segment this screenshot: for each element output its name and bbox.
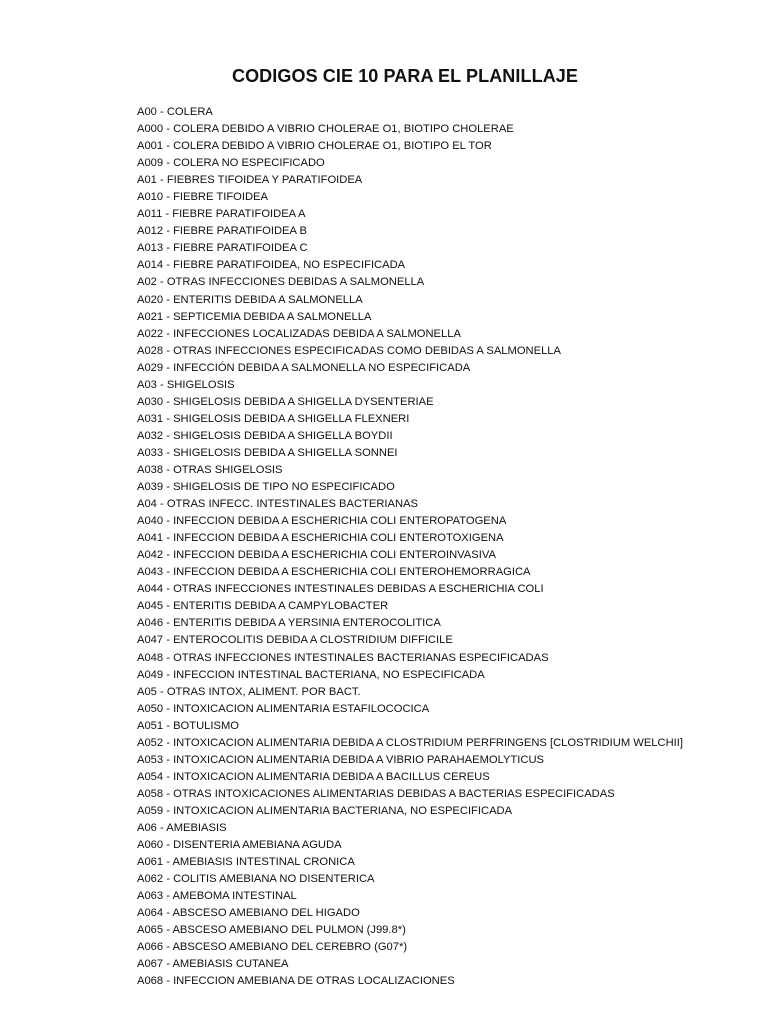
code-entry: A039 - SHIGELOSIS DE TIPO NO ESPECIFICADO — [137, 481, 395, 494]
code-entry: A02 - OTRAS INFECCIONES DEBIDAS A SALMONELLA — [137, 276, 425, 289]
code-entry: A009 - COLERA NO ESPECIFICADO — [137, 157, 325, 170]
code-entry: A030 - SHIGELOSIS DEBIDA A SHIGELLA DYSENTERIAE — [137, 395, 434, 408]
code-entry: A044 - OTRAS INFECCIONES INTESTINALES DEBIDAS A ESCHERICHIA COLI — [137, 583, 544, 596]
code-entry: A058 - OTRAS INTOXICACIONES ALIMENTARIAS DEBIDAS A BACTERIAS ESPECIFICADAS — [137, 787, 615, 800]
code-entry: A048 - OTRAS INFECCIONES INTESTINALES BACTERIANAS ESPECIFICADAS — [137, 651, 549, 664]
code-entry: A053 - INTOXICACION ALIMENTARIA DEBIDA A VIBRIO PARAHAEMOLYTICUS — [137, 753, 544, 766]
code-entry: A054 - INTOXICACION ALIMENTARIA DEBIDA A BACILLUS CEREUS — [137, 770, 490, 783]
code-entry: A064 - ABSCESO AMEBIANO DEL HIGADO — [137, 907, 360, 920]
code-entry: A020 - ENTERITIS DEBIDA A SALMONELLA — [137, 293, 363, 306]
code-entry: A011 - FIEBRE PARATIFOIDEA A — [137, 208, 306, 221]
code-entry: A050 - INTOXICACION ALIMENTARIA ESTAFILOCOCICA — [137, 702, 430, 715]
code-entry: A000 - COLERA DEBIDO A VIBRIO CHOLERAE O1, BIOTIPO CHOLERAE — [137, 123, 514, 136]
code-entry: A042 - INFECCION DEBIDA A ESCHERICHIA COLI ENTEROINVASIVA — [137, 549, 496, 562]
code-entry: A01 - FIEBRES TIFOIDEA Y PARATIFOIDEA — [137, 174, 363, 187]
code-entry: A061 - AMEBIASIS INTESTINAL CRONICA — [137, 856, 355, 869]
code-entry: A013 - FIEBRE PARATIFOIDEA C — [137, 242, 308, 255]
code-entry: A043 - INFECCION DEBIDA A ESCHERICHIA COLI ENTEROHEMORRAGICA — [137, 566, 531, 579]
code-entry: A05 - OTRAS INTOX, ALIMENT. POR BACT. — [137, 685, 361, 698]
code-entry: A038 - OTRAS SHIGELOSIS — [137, 463, 283, 476]
code-entry: A021 - SEPTICEMIA DEBIDA A SALMONELLA — [137, 310, 372, 323]
code-entry: A063 - AMEBOMA INTESTINAL — [137, 890, 297, 903]
code-entry: A045 - ENTERITIS DEBIDA A CAMPYLOBACTER — [137, 600, 389, 613]
code-entry: A032 - SHIGELOSIS DEBIDA A SHIGELLA BOYDII — [137, 429, 393, 442]
code-entry: A060 - DISENTERIA AMEBIANA AGUDA — [137, 839, 342, 852]
code-entry: A033 - SHIGELOSIS DEBIDA A SHIGELLA SONNEI — [137, 446, 398, 459]
code-entry: A068 - INFECCION AMEBIANA DE OTRAS LOCALIZACIONES — [137, 975, 455, 988]
code-entry: A049 - INFECCION INTESTINAL BACTERIANA, NO ESPECIFICADA — [137, 668, 485, 681]
code-entry: A059 - INTOXICACION ALIMENTARIA BACTERIANA, NO ESPECIFICADA — [137, 804, 513, 817]
code-entry: A067 - AMEBIASIS CUTANEA — [137, 958, 289, 971]
code-entry: A065 - ABSCESO AMEBIANO DEL PULMON (J99.8*) — [137, 924, 406, 937]
code-entry: A00 - COLERA — [137, 106, 213, 118]
document-title: CODIGOS CIE 10 PARA EL PLANILLAJE — [231, 66, 579, 86]
code-entry: A041 - INFECCION DEBIDA A ESCHERICHIA COLI ENTEROTOXIGENA — [137, 532, 504, 545]
code-entry: A001 - COLERA DEBIDO A VIBRIO CHOLERAE O1, BIOTIPO EL TOR — [137, 140, 492, 153]
code-entry: A040 - INFECCION DEBIDA A ESCHERICHIA COLI ENTEROPATOGENA — [137, 515, 507, 528]
code-entry: A06 - AMEBIASIS — [137, 821, 227, 834]
code-entry: A052 - INTOXICACION ALIMENTARIA DEBIDA A CLOSTRIDIUM PERFRINGENS [CLOSTRIDIUM WELCHII] — [137, 736, 684, 749]
code-entry: A022 - INFECCIONES LOCALIZADAS DEBIDA A SALMONELLA — [137, 327, 461, 340]
code-entry: A028 - OTRAS INFECCIONES ESPECIFICADAS COMO DEBIDAS A SALMONELLA — [137, 344, 561, 357]
code-list — [137, 104, 683, 990]
code-entry: A046 - ENTERITIS DEBIDA A YERSINIA ENTEROCOLITICA — [137, 617, 441, 630]
code-entry: A062 - COLITIS AMEBIANA NO DISENTERICA — [137, 873, 375, 886]
code-entry: A047 - ENTEROCOLITIS DEBIDA A CLOSTRIDIUM DIFFICILE — [137, 634, 453, 647]
code-entry: A066 - ABSCESO AMEBIANO DEL CEREBRO (G07*) — [137, 941, 408, 954]
code-entry: A012 - FIEBRE PARATIFOIDEA B — [137, 225, 307, 238]
code-entry: A029 - INFECCIÓN DEBIDA A SALMONELLA NO ESPECIFICADA — [137, 361, 471, 374]
code-entry: A014 - FIEBRE PARATIFOIDEA, NO ESPECIFICADA — [137, 259, 406, 272]
code-entry: A010 - FIEBRE TIFOIDEA — [137, 191, 268, 204]
code-entry: A03 - SHIGELOSIS — [137, 378, 235, 391]
code-entry: A051 - BOTULISMO — [137, 719, 239, 732]
code-entry: A031 - SHIGELOSIS DEBIDA A SHIGELLA FLEXNERI — [137, 412, 410, 425]
code-entry: A04 - OTRAS INFECC. INTESTINALES BACTERIANAS — [137, 498, 418, 511]
